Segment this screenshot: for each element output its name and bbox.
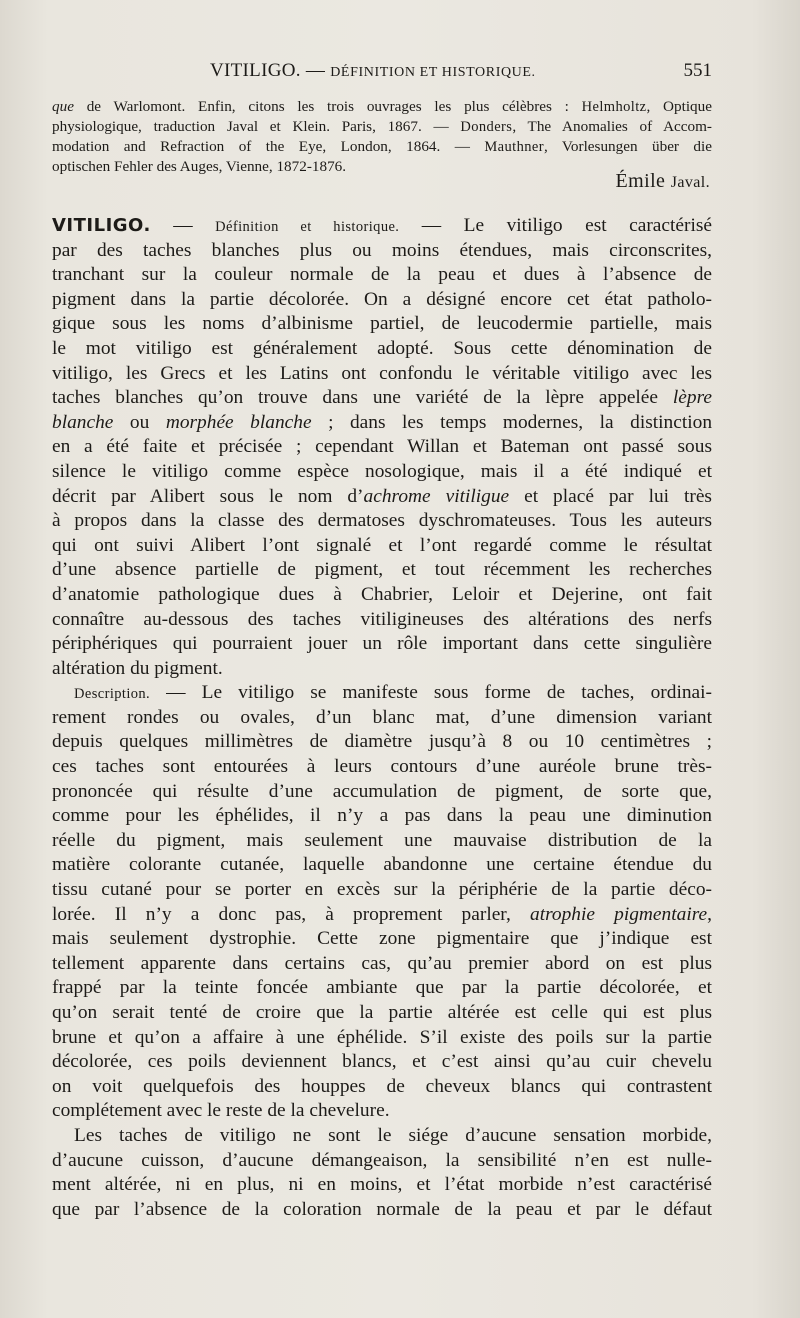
italic-term: atrophie pigmentaire (530, 903, 708, 925)
text-line: silence le vitiligo comme espèce nosologique, mais il a été indiqué et (52, 460, 712, 482)
footnote-text: , The Anomalies of Accom- (512, 118, 712, 135)
text-line: mais seulement dystrophie. Cette zone pigmentaire que j’indique est (52, 928, 712, 950)
text-fragment: décrit par Alibert sous le nom d’ (52, 485, 364, 507)
article-section-label: Définition et historique. (215, 219, 400, 235)
article-body (52, 214, 712, 1222)
text-line: prononcée qui résulte d’une accumulation de pigment, de sorte que, (52, 780, 712, 802)
text-fragment: lorée. Il n’y a donc pas, à proprement parler, (52, 903, 530, 925)
text-fragment: ou (113, 411, 166, 433)
text-line: pigment dans la partie décolorée. On a désigné encore cet état patholo- (52, 288, 712, 310)
text-line: Les taches de vitiligo ne sont le siége d’aucune sensation morbide, (74, 1124, 712, 1146)
footnote-line: optischen Fehler des Auges, Vienne, 1872-1876. (52, 158, 347, 175)
text-line: ces taches sont entourées à leurs contours d’une auréole brune très- (52, 756, 712, 778)
text-fragment: , (707, 903, 712, 925)
running-head (210, 60, 536, 82)
signature-first: Émile (615, 170, 671, 192)
text-line: d’une absence partielle de pigment, et tout récemment les recherches (52, 559, 712, 581)
text-line (52, 411, 712, 436)
text-line (52, 386, 712, 411)
text-line: décolorée, ces poils deviennent blancs, et c’est ainsi qu’au cuir chevelu (52, 1051, 712, 1073)
footnote-block (52, 97, 712, 177)
text-line: on voit quelquefois des houppes de cheveux blancs qui contrastent (52, 1075, 712, 1097)
text-line: comme pour les éphélides, il n’y a pas dans la peau une diminution (52, 805, 712, 827)
text-line (52, 485, 712, 510)
text-line: frappé par la teinte foncée ambiante que par la partie décolorée, et (52, 977, 712, 999)
running-head-section: DÉFINITION ET HISTORIQUE. (330, 65, 536, 80)
footnote-author: Donders (460, 119, 513, 135)
text-line: tissu cutané pour se porter en excès sur la périphérie de la partie déco- (52, 879, 712, 901)
text-line: tranchant sur la couleur normale de la peau et dues à l’absence de (52, 264, 712, 286)
signature-last: Javal. (670, 174, 710, 191)
footnote-author: Helmholtz (581, 99, 647, 115)
running-head-title: VITILIGO. (210, 60, 301, 81)
description-label: Description. (74, 686, 151, 703)
text-line (52, 681, 712, 706)
text-line: altération du pigment. (52, 657, 223, 679)
page-header (52, 60, 712, 88)
italic-term: lèpre (672, 387, 712, 409)
text-line: depuis quelques millimètres de diamètre jusqu’à 8 ou 10 centimètres ; (52, 731, 712, 753)
text-line: gique sous les noms d’albinisme partiel, de leucodermie partielle, mais (52, 313, 712, 335)
footnote-text: , Optique (646, 98, 712, 115)
text-line: réelle du pigment, mais seulement une mauvaise distribution de la (52, 829, 712, 851)
text-line: à propos dans la classe des dermatoses dyschromateuses. Tous les auteurs (52, 510, 712, 532)
page-number: 551 (683, 60, 712, 81)
italic-term: achrome vitiligue (363, 485, 510, 507)
text-fragment: — (150, 215, 216, 236)
text-line: rement rondes ou ovales, d’un blanc mat, d’une dimension variant (52, 706, 712, 728)
text-line: connaître au-dessous des taches vitiligineuses des altérations des nerfs (52, 608, 712, 630)
italic-term: morphée blanche (165, 411, 312, 433)
text-line: d’anatomie pathologique dues à Chabrier, Leloir et Dejerine, ont fait (52, 583, 712, 605)
footnote-author: Mauthner (484, 139, 544, 155)
text-line: d’aucune cuisson, d’aucune démangeaison, la sensibilité n’en est nulle- (52, 1149, 712, 1171)
text-fragment: taches blanches qu’on trouve dans une variété de la lèpre appelée (52, 387, 673, 409)
text-line: brune et qu’on a affaire à une éphélide. S’il existe des poils sur la partie (52, 1026, 712, 1048)
footnote-line (52, 117, 712, 137)
footnote-line (52, 137, 712, 157)
text-fragment: et placé par lui très (509, 485, 712, 507)
footnote-text: de Warlomont. Enfin, citons les trois ouvrages les plus célèbres : (73, 98, 582, 115)
article-headword: VITILIGO. (52, 215, 151, 236)
footnote-text: physiologique, traduction Javal et Klein. Paris, 1867. — (52, 118, 461, 135)
text-line: par des taches blanches plus ou moins étendues, mais circonscrites, (52, 239, 712, 261)
text-line: que par l’absence de la coloration normale de la peau et par le défaut (52, 1198, 712, 1220)
text-line: périphériques qui pourraient jouer un rôle important dans cette singulière (52, 633, 712, 655)
footnote-italic: que (52, 98, 74, 115)
author-signature (616, 170, 710, 193)
footnote-line (52, 97, 712, 117)
text-fragment: — Le vitiligo est caractérisé (399, 215, 712, 236)
text-line: ment altérée, ni en plus, ni en moins, et l’état morbide n’est caractérisé (52, 1174, 712, 1196)
text-line: en a été faite et précisée ; cependant Willan et Bateman ont passé sous (52, 436, 712, 458)
italic-term: blanche (52, 411, 114, 433)
text-line: qui ont suivi Alibert l’ont signalé et l’ont regardé comme le résultat (52, 534, 712, 556)
text-line: vitiligo, les Grecs et les Latins ont confondu le véritable vitiligo avec les (52, 362, 712, 384)
text-line: tellement apparente dans certains cas, qu’au premier abord on est plus (52, 952, 712, 974)
text-fragment: — Le vitiligo se manifeste sous forme de taches, ordinai- (150, 682, 712, 704)
text-fragment: ; dans les temps modernes, la distinction (311, 411, 713, 433)
text-line: qu’on serait tenté de croire que la partie altérée est celle qui est plus (52, 1002, 712, 1023)
text-line (52, 214, 712, 239)
text-line: le mot vitiligo est généralement adopté. Sous cette dénomination de (52, 337, 712, 359)
footnote-text: , Vorlesungen über die (543, 138, 712, 155)
text-line: complétement avec le reste de la chevelure. (52, 1100, 390, 1122)
text-line: matière colorante cutanée, laquelle abandonne une certaine étendue du (52, 854, 712, 876)
running-head-dash: — (300, 60, 331, 81)
text-line (52, 903, 712, 928)
footnote-text: modation and Refraction of the Eye, London, 1864. — (52, 138, 485, 155)
